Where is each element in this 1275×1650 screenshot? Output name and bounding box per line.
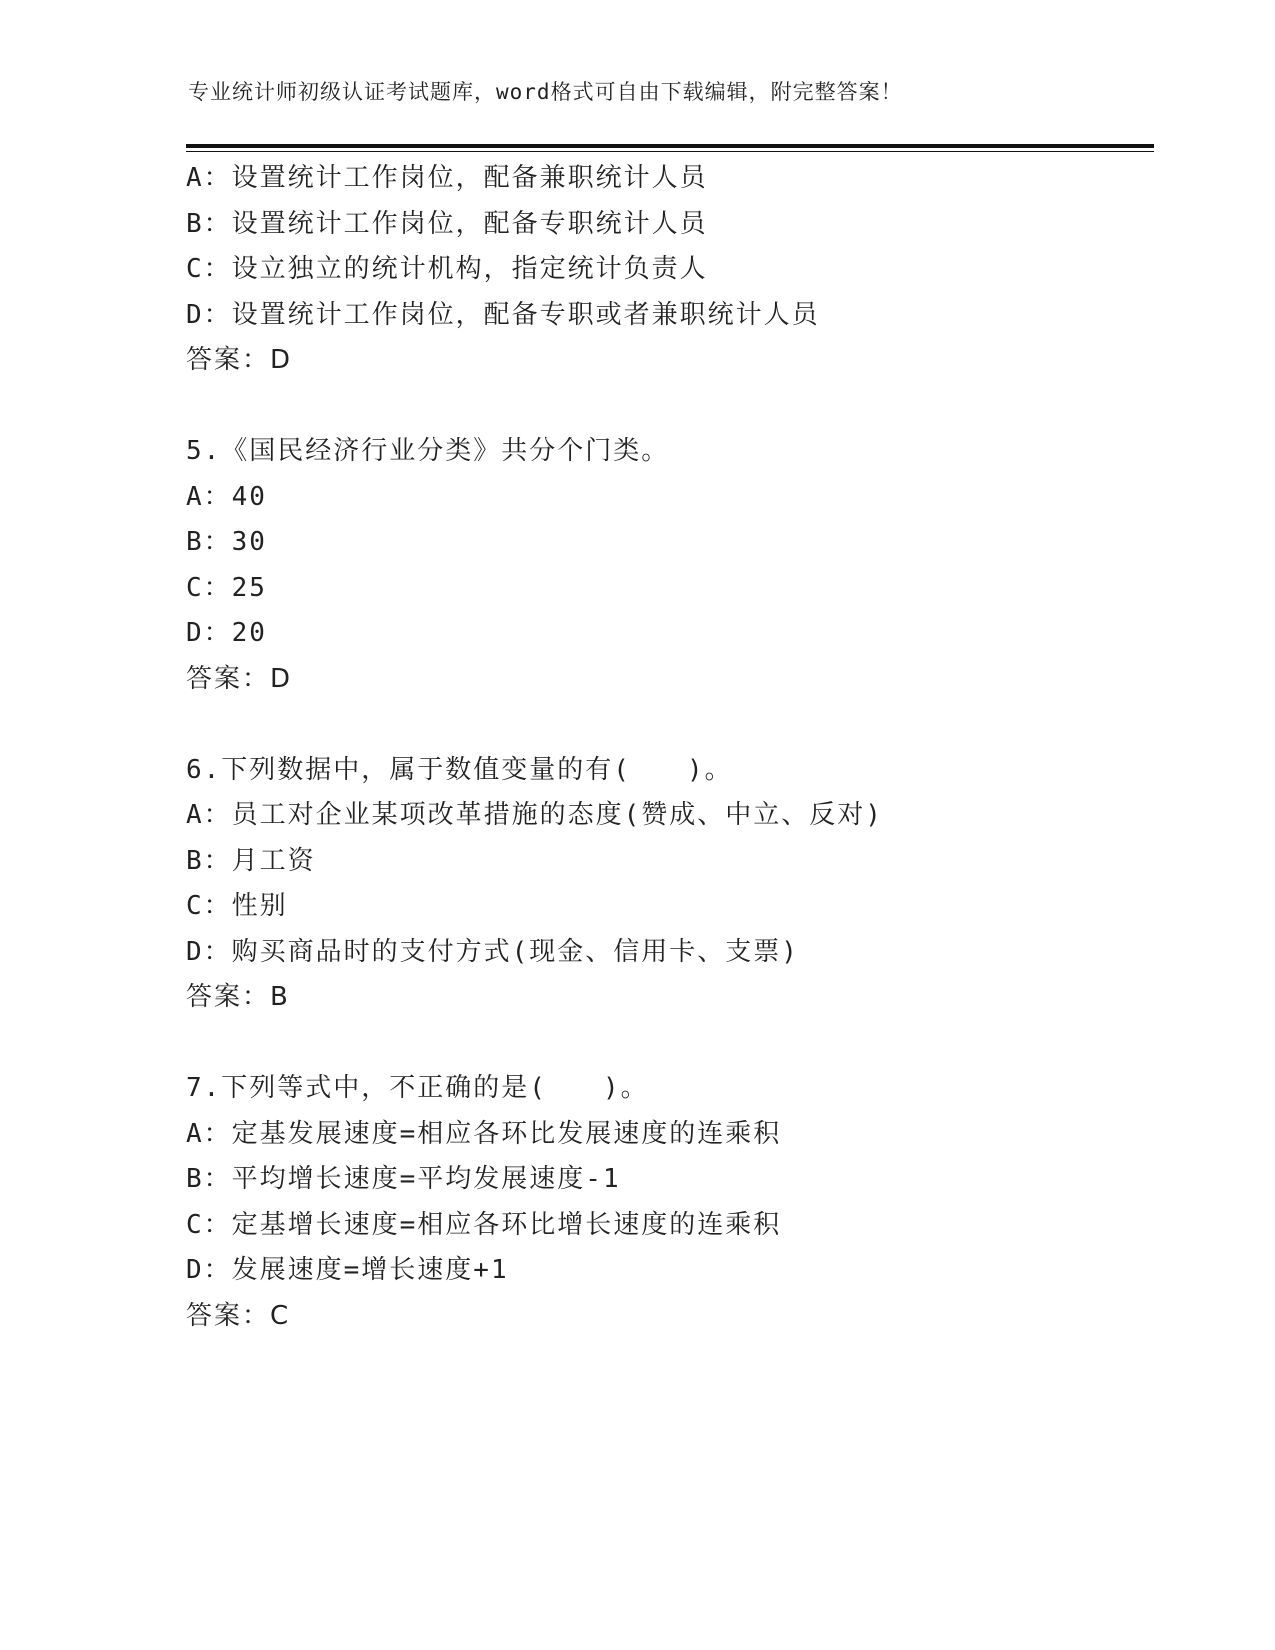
option-c: C：性别 bbox=[186, 891, 288, 921]
question-6 bbox=[186, 748, 1154, 1021]
option-a: A：40 bbox=[186, 481, 267, 512]
answer: 答案：D bbox=[186, 345, 293, 375]
option-d: D：20 bbox=[186, 618, 267, 648]
answer: 答案：B bbox=[186, 982, 290, 1012]
spacer bbox=[186, 702, 1154, 748]
answer: 答案：D bbox=[186, 663, 293, 694]
header-rule-thick bbox=[186, 144, 1154, 148]
option-a: A：定基发展速度=相应各环比发展速度的连乘积 bbox=[186, 1118, 782, 1149]
option-d: D：设置统计工作岗位，配备专职或者兼职统计人员 bbox=[186, 299, 820, 330]
question-text: 5.《国民经济行业分类》共分个门类。 bbox=[186, 436, 670, 466]
spacer bbox=[186, 384, 1154, 430]
answer: 答案：C bbox=[186, 1300, 291, 1331]
option-c: C：设立独立的统计机构，指定统计负责人 bbox=[186, 254, 708, 284]
option-a: A：员工对企业某项改革措施的态度(赞成、中立、反对) bbox=[186, 800, 883, 830]
option-b: B：设置统计工作岗位，配备专职统计人员 bbox=[186, 208, 708, 239]
option-b: B：月工资 bbox=[186, 845, 316, 876]
header-rule-thin bbox=[186, 151, 1154, 152]
spacer bbox=[186, 1021, 1154, 1067]
option-c: C：定基增长速度=相应各环比增长速度的连乘积 bbox=[186, 1209, 782, 1240]
option-b: B：30 bbox=[186, 527, 267, 557]
question-4 bbox=[186, 156, 1154, 384]
option-d: D：发展速度=增长速度+1 bbox=[186, 1255, 509, 1285]
question-text: 7.下列等式中，不正确的是( )。 bbox=[186, 1073, 649, 1103]
page-header: 专业统计师初级认证考试题库，word格式可自由下载编辑，附完整答案！ bbox=[188, 80, 903, 104]
question-5 bbox=[186, 429, 1154, 702]
question-list bbox=[186, 156, 1154, 1339]
option-c: C：25 bbox=[186, 572, 267, 603]
option-d: D：购买商品时的支付方式(现金、信用卡、支票) bbox=[186, 936, 799, 967]
option-a: A：设置统计工作岗位，配备兼职统计人员 bbox=[186, 163, 708, 193]
question-text: 6.下列数据中，属于数值变量的有( )。 bbox=[186, 754, 733, 785]
question-7 bbox=[186, 1066, 1154, 1339]
option-b: B：平均增长速度=平均发展速度-1 bbox=[186, 1164, 621, 1194]
